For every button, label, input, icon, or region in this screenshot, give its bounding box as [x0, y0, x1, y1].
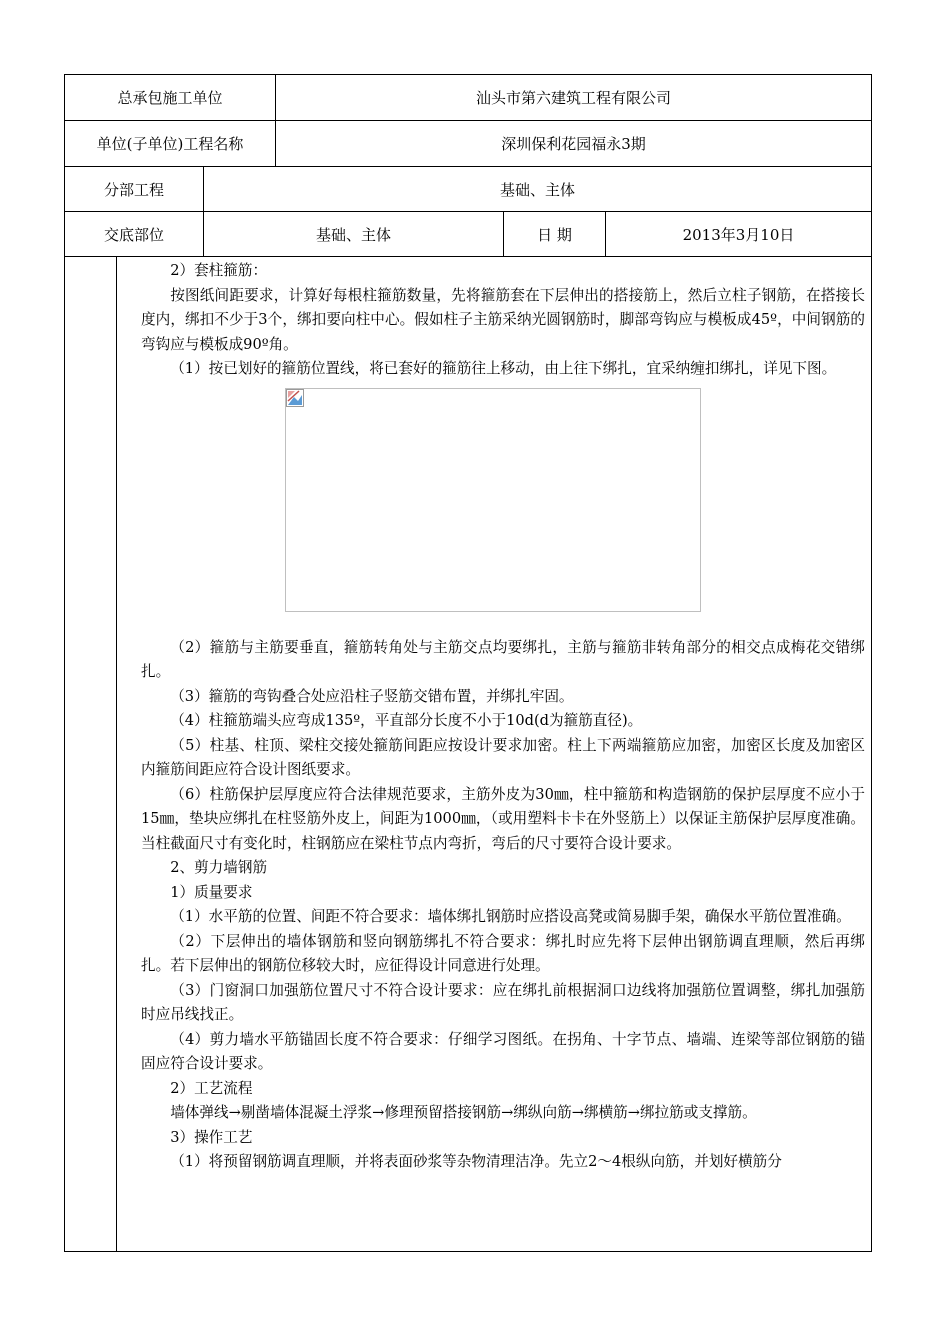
- row-project: [65, 121, 871, 167]
- division-label: 分部工程: [103, 180, 164, 199]
- contractor-label: 总承包施工单位: [117, 89, 223, 107]
- contractor-value: 汕头市第六建筑工程有限公司: [275, 75, 871, 120]
- body-text: [117, 257, 871, 1251]
- row-contractor: [65, 75, 871, 121]
- paragraph: （4）柱箍筋端头应弯成135º，平直部分长度不小于10d(d为箍筋直径)。: [170, 712, 643, 729]
- paragraph: （1）按已划好的箍筋位置线，将已套好的箍筋往上移动，由上往下绑扎，宜采纳缠扣绑扎，详见下图。: [170, 360, 837, 377]
- paragraph: （5）柱基、柱顶、梁柱交接处箍筋间距应按设计要求加密。柱上下两端箍筋应加密，加密区长度及加密区内箍筋间距应符合设计图纸要求。: [141, 736, 865, 778]
- row-location: [65, 212, 871, 257]
- subsection-heading: 3）操作工艺: [170, 1128, 253, 1146]
- paragraph: （3）箍筋的弯钩叠合处应沿柱子竖筋交错布置，并绑扎牢固。: [170, 687, 574, 705]
- project-value: 深圳保利花园福永3期: [275, 121, 871, 166]
- paragraph: （1）将预留钢筋调直理顺，并将表面砂浆等杂物清理洁净。先立2～4根纵向筋，并划好横筋分: [170, 1153, 782, 1170]
- left-margin-column: [65, 257, 117, 1251]
- paragraph: （6）柱筋保护层厚度应符合法律规范要求，主筋外皮为30㎜，柱中箍筋和构造钢筋的保护层厚度不应小于15㎜，垫块应绑扎在柱竖筋外皮上，间距为1000㎜，（或用塑料卡卡在外竖筋上）以保证主筋保护层厚度准确。当柱截面尺寸有变化时，柱钢筋应在梁柱节点内弯折，弯后的尺寸要符合设计要求。: [141, 785, 865, 852]
- date-value: 2013年3月10日: [605, 212, 871, 256]
- paragraph: （2）下层伸出的墙体钢筋和竖向钢筋绑扎不符合要求：绑扎时应先将下层伸出钢筋调直理顺，然后再绑扎。若下层伸出的钢筋位移较大时，应征得设计同意进行处理。: [141, 932, 865, 974]
- paragraph: （3）门窗洞口加强筋位置尺寸不符合设计要求：应在绑扎前根据洞口边线将加强筋位置调整，绑扎加强筋时应吊线找正。: [141, 981, 865, 1023]
- project-label: 单位(子单位)工程名称: [96, 135, 244, 153]
- section-heading: 2、剪力墙钢筋: [170, 859, 268, 876]
- location-label: 交底部位: [103, 225, 164, 244]
- paragraph: 墙体弹线→剔凿墙体混凝土浮浆→修理预留搭接钢筋→绑纵向筋→绑横筋→绑拉筋或支撑筋。: [170, 1104, 757, 1121]
- subsection-heading: 2）工艺流程: [170, 1079, 253, 1097]
- date-label: 日 期: [503, 212, 605, 256]
- broken-image-icon: [286, 389, 304, 407]
- paragraph: （1）水平筋的位置、间距不符合要求：墙体绑扎钢筋时应搭设高凳或简易脚手架，确保水平筋位置准确。: [170, 908, 851, 925]
- division-value: 基础、主体: [203, 167, 871, 211]
- row-division: [65, 167, 871, 212]
- location-value: 基础、主体: [203, 212, 503, 256]
- subsection-heading: 1）质量要求: [170, 883, 253, 901]
- disclosure-table: [64, 74, 872, 1252]
- paragraph: （2）箍筋与主筋要垂直，箍筋转角处与主筋交点均要绑扎，主筋与箍筋非转角部分的相交点成梅花交错绑扎。: [141, 638, 865, 680]
- paragraph: （4）剪力墙水平筋锚固长度不符合要求：仔细学习图纸。在拐角、十字节点、墙端、连梁等部位钢筋的锚固应符合设计要求。: [141, 1030, 865, 1072]
- stirrup-figure-placeholder: [285, 388, 701, 612]
- paragraph: 2）套柱箍筋：: [170, 262, 268, 279]
- paragraph: 按图纸间距要求，计算好每根柱箍筋数量，先将箍筋套在下层伸出的搭接筋上，然后立柱子钢筋，在搭接长度内，绑扣不少于3个，绑扣要向柱中心。假如柱子主筋采纳光圆钢筋时，脚部弯钩应与模板成45º，中间钢筋的弯钩应与模板成90º角。: [141, 286, 865, 353]
- disclosure-body: [65, 257, 871, 1251]
